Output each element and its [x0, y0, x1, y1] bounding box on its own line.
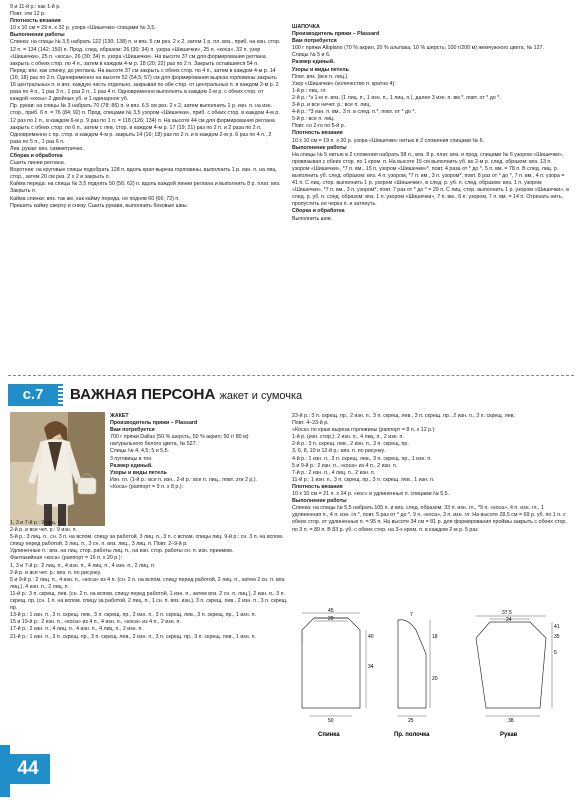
- dim-front-neck: 7: [410, 612, 413, 618]
- jacket-info: [110, 413, 282, 491]
- paragraph: 11-й р.: 3 п. скрещ. лев. (сн. 2 п. на вспом. спицу перед работой, 1 изн. п., затем вяз. 2 сн. п. лиц.), 2 изн. п., 3 п. скрещ. пр. (сн. 1 п. на вспом. спицу за работой, 2 лиц. п., 1 сн. п. вяз. изн.), 3 п. скрещ. лев., 2 изн. п., 3 п. скрещ. пр.: [10, 590, 288, 612]
- dim-back-neck: 29: [328, 616, 334, 622]
- paragraph: Повт. эти 12 р.: [10, 11, 46, 18]
- dim-sleeve-raglan2: 35: [554, 634, 560, 640]
- section-heading: Сборка и обработка: [292, 208, 345, 215]
- section-heading: Плотность вязания: [292, 130, 343, 137]
- dim-sleeve-side: 5: [554, 650, 557, 656]
- dim-front-raglan: 18: [432, 634, 438, 640]
- paragraph: Пр. рукав: на спицы № 3 набрать 70 (78; 86) п. и вяз. 6,5 см рез. 2 х 2, затем выполнить 1 р. изн. п. на изн. стор., приб. 6 п. = 76 (84; 92) п. Прод. спицами № 3,5 узором «Шишечки», приб. с обеих стор. в каждом 4-м р. 12 раз по 1 п., в каждом 6-м р. 9 раз по 1 п. = 118 (126; 134) п. На высоте 44 см для формирования реглана закрыть с обеих стор. по 6 п., затем с лев. стор. в каждом 4-м р. 17 (19; 21) раз по 2 п. и 2 раза по 2 п. Одновременно с пр. стор. в каждом 4-м р. закрыть 14 (16; 18) раз по 2 п. и в каждом 2-м р. 6 раз по 4 п., 2 раза по 5 п., 1 раз 6 п.: [10, 103, 280, 145]
- paragraph: Воротник: на круговые спицы подобрать 128 п. вдоль края выреза горловины, выполнить 1 р. изн. п. на лиц. стор., затем 20 см рез. 2 х 2 и закрыть п.: [10, 167, 278, 181]
- section-heading: Производитель пряжи – Plassard: [292, 31, 380, 38]
- column-right-top: [292, 24, 570, 223]
- paragraph: 4-й р.: *3 изн. п. вм., 3 п. в след. п.*, повт. от * до *.: [292, 109, 416, 116]
- dim-sleeve-bottom: 38: [508, 718, 514, 724]
- paragraph: 13-й р.: 1 изн. п., 3 п. скрещ. лев., 3 п. скрещ. пр., 2 изн. п., 3 п. скрещ. лев., 3 п. скрещ. пр., 1 изн. п.: [10, 612, 256, 619]
- paragraph: 4-й р.: 1 изн. п., 3 п. скрещ. лев., 3 п. скрещ. пр., 1 изн. п.: [292, 455, 432, 462]
- paragraph: 100 г пряжи Altiplano (70 % акрил, 20 % альпака, 10 % шерсть; 100 г/200 м) жемчужного цвета, № 127.: [292, 45, 544, 52]
- paragraph: Плат. вяз. (все п. лиц.).: [292, 73, 349, 80]
- dim-sleeve-raglan: 41: [554, 624, 560, 630]
- section-heading: Сборка и обработка: [10, 152, 63, 159]
- dim-front-bottom: 25: [408, 718, 414, 724]
- section-heading: Производитель пряжи – Plassard: [110, 420, 198, 427]
- section-heading: Вам потребуется: [110, 427, 155, 434]
- section-heading: Плотность вязания: [10, 18, 61, 25]
- section-heading: Выполнение работы: [10, 32, 65, 39]
- paragraph: Выполнить шов.: [292, 215, 333, 222]
- section-divider: [8, 375, 574, 376]
- paragraph: 3, 6, 8, 10 и 12-й р.: вяз. п. по рисунку.: [292, 448, 386, 455]
- paragraph: 700 г пряжи Dallas (50 % шерсть, 50 % акрил; 50 г/ 80 м) натурального белого цвета, № 527.: [110, 434, 249, 448]
- paragraph: 2-й р. и все чет. р.: вяз. п. по рисунку.: [10, 569, 102, 576]
- column-right-bottom: [292, 413, 570, 534]
- paragraph: 10 х 10 см = 19 п. х 20 р. узора «Шишечки» нитью в 2 сложения спицами № 6.: [292, 137, 484, 144]
- dim-back-length: 34: [368, 664, 374, 670]
- paragraph: Спицы № 5 и 6.: [292, 52, 331, 59]
- paragraph: 7-й р.: 2 изн. п., 4 лиц. п., 2 изн. п.: [292, 469, 376, 476]
- paragraph: 3 пуговицы в тон.: [110, 455, 153, 462]
- dim-sleeve-top: 37,5: [502, 610, 512, 616]
- paragraph: На спицы № 5 нитью в 2 сложения набрать 98 п., вяз. 8 р. плат. вяз. и прод. спицами № 6 узором «Шишечки», провязывая с обеих стор. по 1 кром. п. На высоте 15 см выполнить уб. во 2-м р. след. образом: вяз. 13 п. узором «Шишечки», *7 п. вм., 15 п. узором «Шишечки»*, повт. 4 раза от * до *, 5 п. вм. = 78 п. В след. лиц. р. выполнить уб. след. образом: вяз. 4 п. узором, *7 п. вм., 3 п. узором*, повт. 8 раз от * до *, 7 п. вм., 4 п. узора = 41 п. С лиц. стор. выполнить 1 р. узором «Шишечки», в след. р. уб. п. след. образом: вяз. 1 п. узором «Шишечки», *7 п. вм., 3 п. узором*, повт. 7 раз от * до * = 29 п. С лиц. стор. выполнить 1 р. узором «Шишечки», в след. р. уб. п. след. образом: вяз. 1 п. узором «Шишечки», 7 п. вм., 6 п. узором, 7 п. вм. = 14 п. Отрезать нить, пропустить ее через п. и затянуть.: [292, 151, 569, 208]
- section-heading: Плотность вязания: [292, 483, 343, 490]
- paragraph: 21-й р.: 1 изн. п., 3 п. скрещ. пр., 3 п. скрещ. лев., 2 изн. п., 3 п. скрещ. пр., 3 п. скрещ. лев., 1 изн. п.: [10, 633, 256, 640]
- paragraph: 5-й р.: все п. лиц.: [292, 116, 335, 123]
- paragraph: 17-й р.: 2 изн. п., 4 лиц. п., 4 изн. п., 4 лиц. п., 2 изн. п.: [10, 626, 143, 633]
- paragraph: Пришить кайму сверху и снизу. Сшить рукава, выполнить боковые швы.: [10, 202, 189, 209]
- paragraph: Сшить линии реглана.: [10, 160, 66, 167]
- dim-back-raglan: 40: [368, 634, 374, 640]
- paragraph: 1-й р. (изн. стор.): 2 изн. п., 4 лиц. п., 2 изн. п.: [292, 434, 404, 441]
- paragraph: Лев. рукав: вяз. симметрично.: [10, 145, 84, 152]
- section-badge: с.7: [8, 384, 58, 406]
- section-title-main: ВАЖНАЯ ПЕРСОНА: [70, 386, 216, 403]
- paragraph: 11-й р.: 1 изн. п., 3 п. скрещ. пр., 3 п. скрещ. лев., 1 изн. п.: [292, 476, 435, 483]
- paragraph: 1, 3 и 7-й р.: 2 лиц. п., 4 изн. п., 4 лиц. п., 4 изн. п., 2 лиц. п.: [10, 562, 156, 569]
- section-banner: [8, 384, 574, 406]
- section-heading: ШАПОЧКА: [292, 24, 320, 30]
- paragraph: «Коса» по краю выреза горловины (раппорт = 8 п. х 12 р.):: [292, 427, 436, 434]
- paragraph: 2-й р. и все чет. р.: 9 изн. п.: [10, 527, 77, 534]
- scheme-sleeve: [476, 616, 552, 716]
- paragraph: 9 и 11-й р.: как 1-й р.: [10, 4, 61, 10]
- section-heading: Размер единый.: [292, 59, 335, 66]
- paragraph: 10 х 10 см = 21 п. х 24 р. «кос» и удлиненных п. спицами № 5,5.: [292, 491, 450, 498]
- model-photo: [10, 412, 105, 526]
- stitch-decoration: [58, 384, 63, 406]
- paragraph: 2-й р.: *з 1-ю п. вяз. (1 лиц. п., 1 изн. п., 1 лиц. п.), далее 3 изн. п. вм.*, повт. от * до *.: [292, 94, 501, 101]
- dim-front-length: 20: [432, 676, 438, 682]
- dim-back-bottom: 50: [328, 718, 334, 724]
- paragraph: 10 х 10 см = 29 п. х 32 р. узора «Шишечки» спицами № 3,5.: [10, 25, 156, 32]
- column-left-top: [10, 4, 282, 210]
- section-heading: Выполнение работы: [292, 498, 347, 505]
- paragraph: 5 и 9-й р.: 2 лиц. п., 4 изн. п., «коса» из 4 п. (сн. 2 п. на вспом. спицу перед работой, 2 лиц. п., затем 2 сн. п. вяз. лиц.), 4 изн. п., 2 лиц. п.: [10, 576, 286, 590]
- paragraph: 5-й р.: 3 лиц. п., сн. 3 п. на вспом. спицу за работой, 3 лиц. п., 3 п. с вспом. спицы лиц. 9-й р.: сн. 3 п. на вспом. спицу перед работой, 3 лиц. п., 3 сн. п. вяз. лиц., 3 лиц. п. Повт. 2–9-й р.: [10, 534, 284, 548]
- paragraph: Спицы № 4; 4,5; 5 и 5,5.: [110, 448, 169, 455]
- section-heading: Выполнение работы: [292, 144, 347, 151]
- scheme-label-sleeve: Рукав: [500, 732, 518, 738]
- paragraph: Узор «Шишечки» (количество п. кратно 4):: [292, 80, 396, 87]
- section-heading: ЖАКЕТ: [110, 413, 129, 419]
- page-number: 44: [6, 754, 50, 784]
- paragraph: Фантазийная «коса» (раппорт = 16 п. х 20 р.):: [10, 555, 122, 562]
- paragraph: Кайма спинки: вяз. так же, как кайму переда, но подняв 60 (66; 72) п.: [10, 195, 180, 202]
- section-heading: Размер единый.: [110, 462, 153, 469]
- section-heading: Вам потребуется: [292, 38, 337, 45]
- section-heading: Узоры и виды петель: [292, 66, 349, 73]
- paragraph: 1, 3 и 7-й р.: 9 лиц. п.: [10, 520, 63, 526]
- paragraph: 3-й р. и все нечет. р.: все п. лиц.: [292, 102, 371, 109]
- paragraph: 5 и 9-й р.: 2 изн. п., «коса» из 4 п., 2 изн. п.: [292, 462, 398, 469]
- dim-sleeve-cap: 24: [506, 617, 512, 623]
- scheme-front: [398, 620, 430, 716]
- scheme-label-front: Пр. полочка: [394, 732, 430, 738]
- paragraph: Спинка: на спицы № 3,5 набрать 122 (130; 138) п. и вяз. 5 см рез. 2 х 2, затем 1 р. пл. вяз., приб. на изн. стор. 12 п. = 134 (142; 150) п. Прод. след. образом: 26 (30; 34) п. узора «Шишечки», 25 п. «коса», 32 п. узор «Шишечки», 25 п. «коса», 26 (30; 34) п. узора «Шишечки». На высоте 37 см для формирования реглана закрыть с обеих стор. по 4 п., затем в каждом 4-м р. 18 (20; 22) раз по 2 п. Закрыть оставшиеся 54 п.: [10, 39, 281, 67]
- paragraph: Повт. 4–23-й р.: [292, 420, 329, 427]
- paragraph: Повт. со 2-го по 5-й р.: [292, 123, 346, 130]
- paragraph: Изн. гл. (1-й р.: все п. изн., 2-й р.: все п. лиц., повт. эти 2 р.).: [110, 476, 258, 483]
- paragraph: Удлиненные п.: вяз. на лиц. стор. работы лиц. п., на изн. стор. работы сн. п. изн. приемом.: [10, 548, 234, 555]
- section-subtitle: жакет и сумочка: [219, 390, 303, 402]
- paragraph: Перед: вяз. как спинку, до реглана. На высоте 37 см закрыть с обеих стор. по 4 п., затем в каждом 4-м р. 14 (16; 18) раз по 2 п. Одновременно на высоте 52 (54,5; 57) см для формирования выреза горловины закрыть 16 центральных п. и вяз. каждую часть отдельно, закрывая по обе стор. от центральных п. в каждом 2-м р. 2 раза по 4 п., 1 раз 3 п., 1 раз 2 п., 1 раз 4 п. Одновременно выполнять в каждом 2-м р. с обеих стор. от каждой «косы» 2 двойных уб. и 1 одинарное уб.: [10, 67, 279, 103]
- section-heading: Узоры и виды петель: [110, 469, 167, 476]
- scheme-label-back: Спинка: [318, 732, 340, 738]
- column-left-bottom: [10, 520, 288, 641]
- scheme-back: [302, 613, 366, 716]
- pattern-schemes: [290, 608, 574, 738]
- dim-back-width: 45: [328, 608, 334, 614]
- paragraph: 1-й р.: лиц. гл.: [292, 87, 327, 94]
- paragraph: Кайма переда: на спицы № 3,5 поднять 50 (56; 62) п. вдоль каждой линии реглана и выполнить 8 р. плат. вяз. Закрыть п.: [10, 181, 281, 195]
- paragraph: 15 и 19-й р.: 2 изн. п., «коса» из 4 п., 4 изн. п., «коса» из 4 п., 2 изн. п.: [10, 619, 181, 626]
- section-title: [70, 385, 302, 406]
- paragraph: 2-й р.: 3 п. скрещ. лев., 2 изн. п., 3 п. скрещ. пр.: [292, 441, 409, 448]
- paragraph: «Коса» (раппорт = 9 п. х 8 р.):: [110, 483, 184, 490]
- paragraph: Спинка: на спицы № 5,5 набрать 105 п. и вяз. след. образом: 33 п. изн. гл., *9 п. «коса», 4 п. изн. гл., 1 удлиненная п., 4 п. изн. гл.*, повт. 5 раз от * до *, 9 п. «коса», 3 п. изн. гл. На высоте 28,5 см = 69 р. уб. по 1 п. с обеих стор. от удлиненных п. = 95 п. На высоте 34 см = 81 р. для формирования проймы закрыть с обеих стор. по 3 п. = 89 п. В 83 р. уб. с обеих стор. на 3-х кром. п. в каждом 2-м р. 5 раз: [292, 505, 567, 533]
- paragraph: 23-й р.: 3 п. скрещ. пр., 2 изн. п., 3 п. скрещ. лев., 3 п. скрещ. пр., 2 изн. п., 3 п. скрещ. лев.: [292, 413, 515, 419]
